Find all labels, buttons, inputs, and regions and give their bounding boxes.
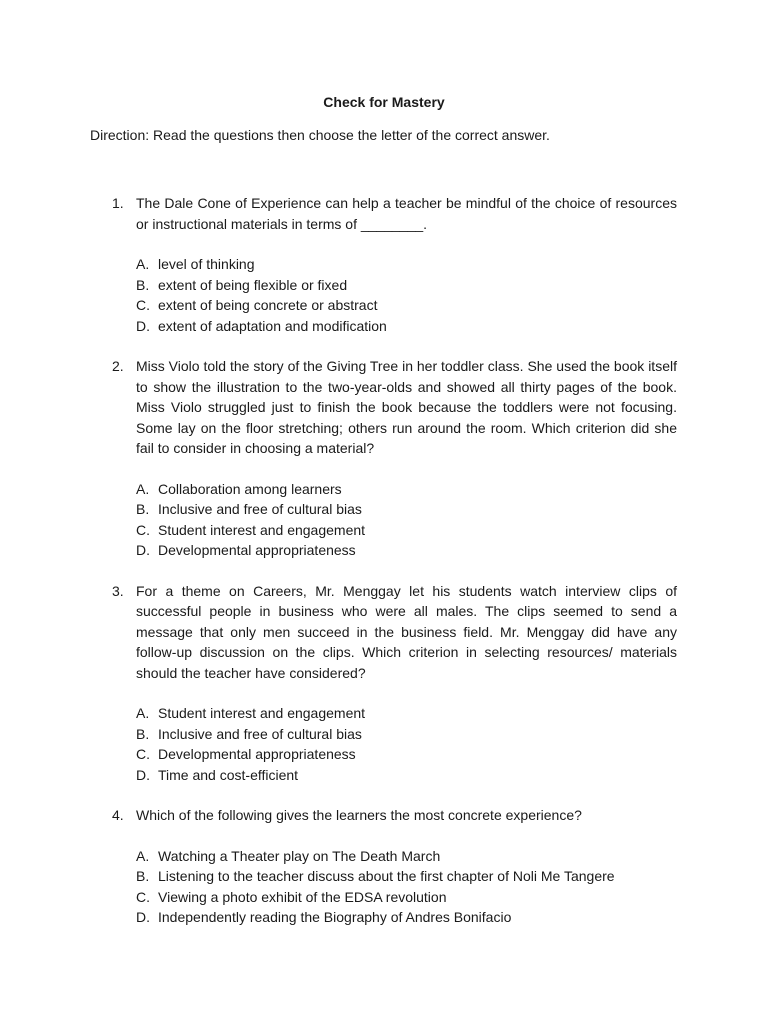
choice-list [136, 846, 677, 928]
choice-c [136, 744, 677, 765]
choice-text: Developmental appropriateness [158, 542, 356, 558]
choice-text: extent of being flexible or fixed [158, 276, 348, 293]
choice-d [136, 316, 677, 337]
choice-text: Time and cost-efficient [158, 766, 299, 783]
choice-text: Watching a Theater play on The Death March [158, 847, 441, 864]
choice-letter: C. [136, 746, 150, 762]
choice-text: Student interest and engagement [158, 521, 366, 538]
question-text: For a theme on Careers, Mr. Menggay let his students watch interview clips of successful people in business who were all males. The clips seemed to send a message that only men succeed in the business field. Mr. Menggay did have any follow-up discussion on the clips. Which criterion in selecting resources/ materials should the teacher have considered? [136, 582, 677, 681]
choice-letter: D. [136, 766, 150, 783]
choice-c [136, 520, 677, 541]
choice-text: Developmental appropriateness [158, 746, 356, 762]
question-number: 1. [112, 195, 124, 211]
choice-text: Collaboration among learners [158, 480, 342, 497]
question-text: The Dale Cone of Experience can help a teacher be mindful of the choice of resources or instructional materials in terms of ________. [136, 195, 677, 232]
question-number: 3. [112, 582, 124, 599]
choice-letter: A. [136, 847, 150, 864]
choice-c [136, 887, 677, 908]
choice-letter: D. [136, 317, 150, 334]
choice-text: Inclusive and free of cultural bias [158, 725, 362, 742]
choice-letter: A. [136, 480, 150, 497]
choice-a [136, 846, 677, 867]
question-3 [112, 581, 677, 786]
choice-d [136, 765, 677, 786]
choice-letter: D. [136, 909, 150, 925]
page-title: Check for Mastery [323, 94, 445, 110]
question-2 [112, 356, 677, 561]
choice-b [136, 724, 677, 745]
choice-letter: B. [136, 725, 150, 742]
choice-text: Student interest and engagement [158, 705, 366, 721]
choice-d [136, 540, 677, 561]
choice-a [136, 703, 677, 724]
choice-text: Independently reading the Biography of Andres Bonifacio [158, 909, 512, 925]
choice-text: Inclusive and free of cultural bias [158, 501, 362, 517]
choice-letter: B. [136, 868, 150, 884]
choice-text: extent of being concrete or abstract [158, 297, 378, 313]
choice-letter: A. [136, 705, 150, 721]
choice-letter: B. [136, 276, 150, 293]
question-number: 4. [112, 807, 124, 823]
choice-text: Viewing a photo exhibit of the EDSA revolution [158, 888, 447, 905]
choice-a [136, 254, 677, 275]
question-number: 2. [112, 358, 124, 374]
question-1 [112, 193, 677, 336]
choice-letter: C. [136, 888, 150, 905]
choice-letter: D. [136, 542, 150, 558]
choice-b [136, 866, 677, 887]
question-4 [112, 805, 677, 928]
choice-c [136, 295, 677, 316]
direction-text: Direction: Read the questions then choose the letter of the correct answer. [90, 127, 550, 143]
choice-text: Listening to the teacher discuss about the first chapter of Noli Me Tangere [158, 868, 615, 884]
question-list [112, 193, 677, 948]
choice-list [136, 479, 677, 561]
choice-b [136, 275, 677, 296]
choice-letter: C. [136, 521, 150, 538]
choice-text: level of thinking [158, 256, 255, 272]
choice-letter: A. [136, 256, 150, 272]
choice-b [136, 499, 677, 520]
choice-text: extent of adaptation and modification [158, 317, 387, 334]
question-text: Which of the following gives the learners the most concrete experience? [136, 807, 582, 823]
choice-letter: C. [136, 297, 150, 313]
choice-d [136, 907, 677, 928]
question-text: Miss Violo told the story of the Giving Tree in her toddler class. She used the book itself to show the illustration to the two-year-olds and showed all thirty pages of the book. Miss Violo struggled just to finish the book because the toddlers were not focusing. Some lay on the floor stretching; others run around the room. Which criterion did she fail to consider in choosing a material? [136, 358, 677, 456]
choice-letter: B. [136, 501, 150, 517]
choice-list [136, 254, 677, 336]
choice-a [136, 479, 677, 500]
choice-list [136, 703, 677, 785]
